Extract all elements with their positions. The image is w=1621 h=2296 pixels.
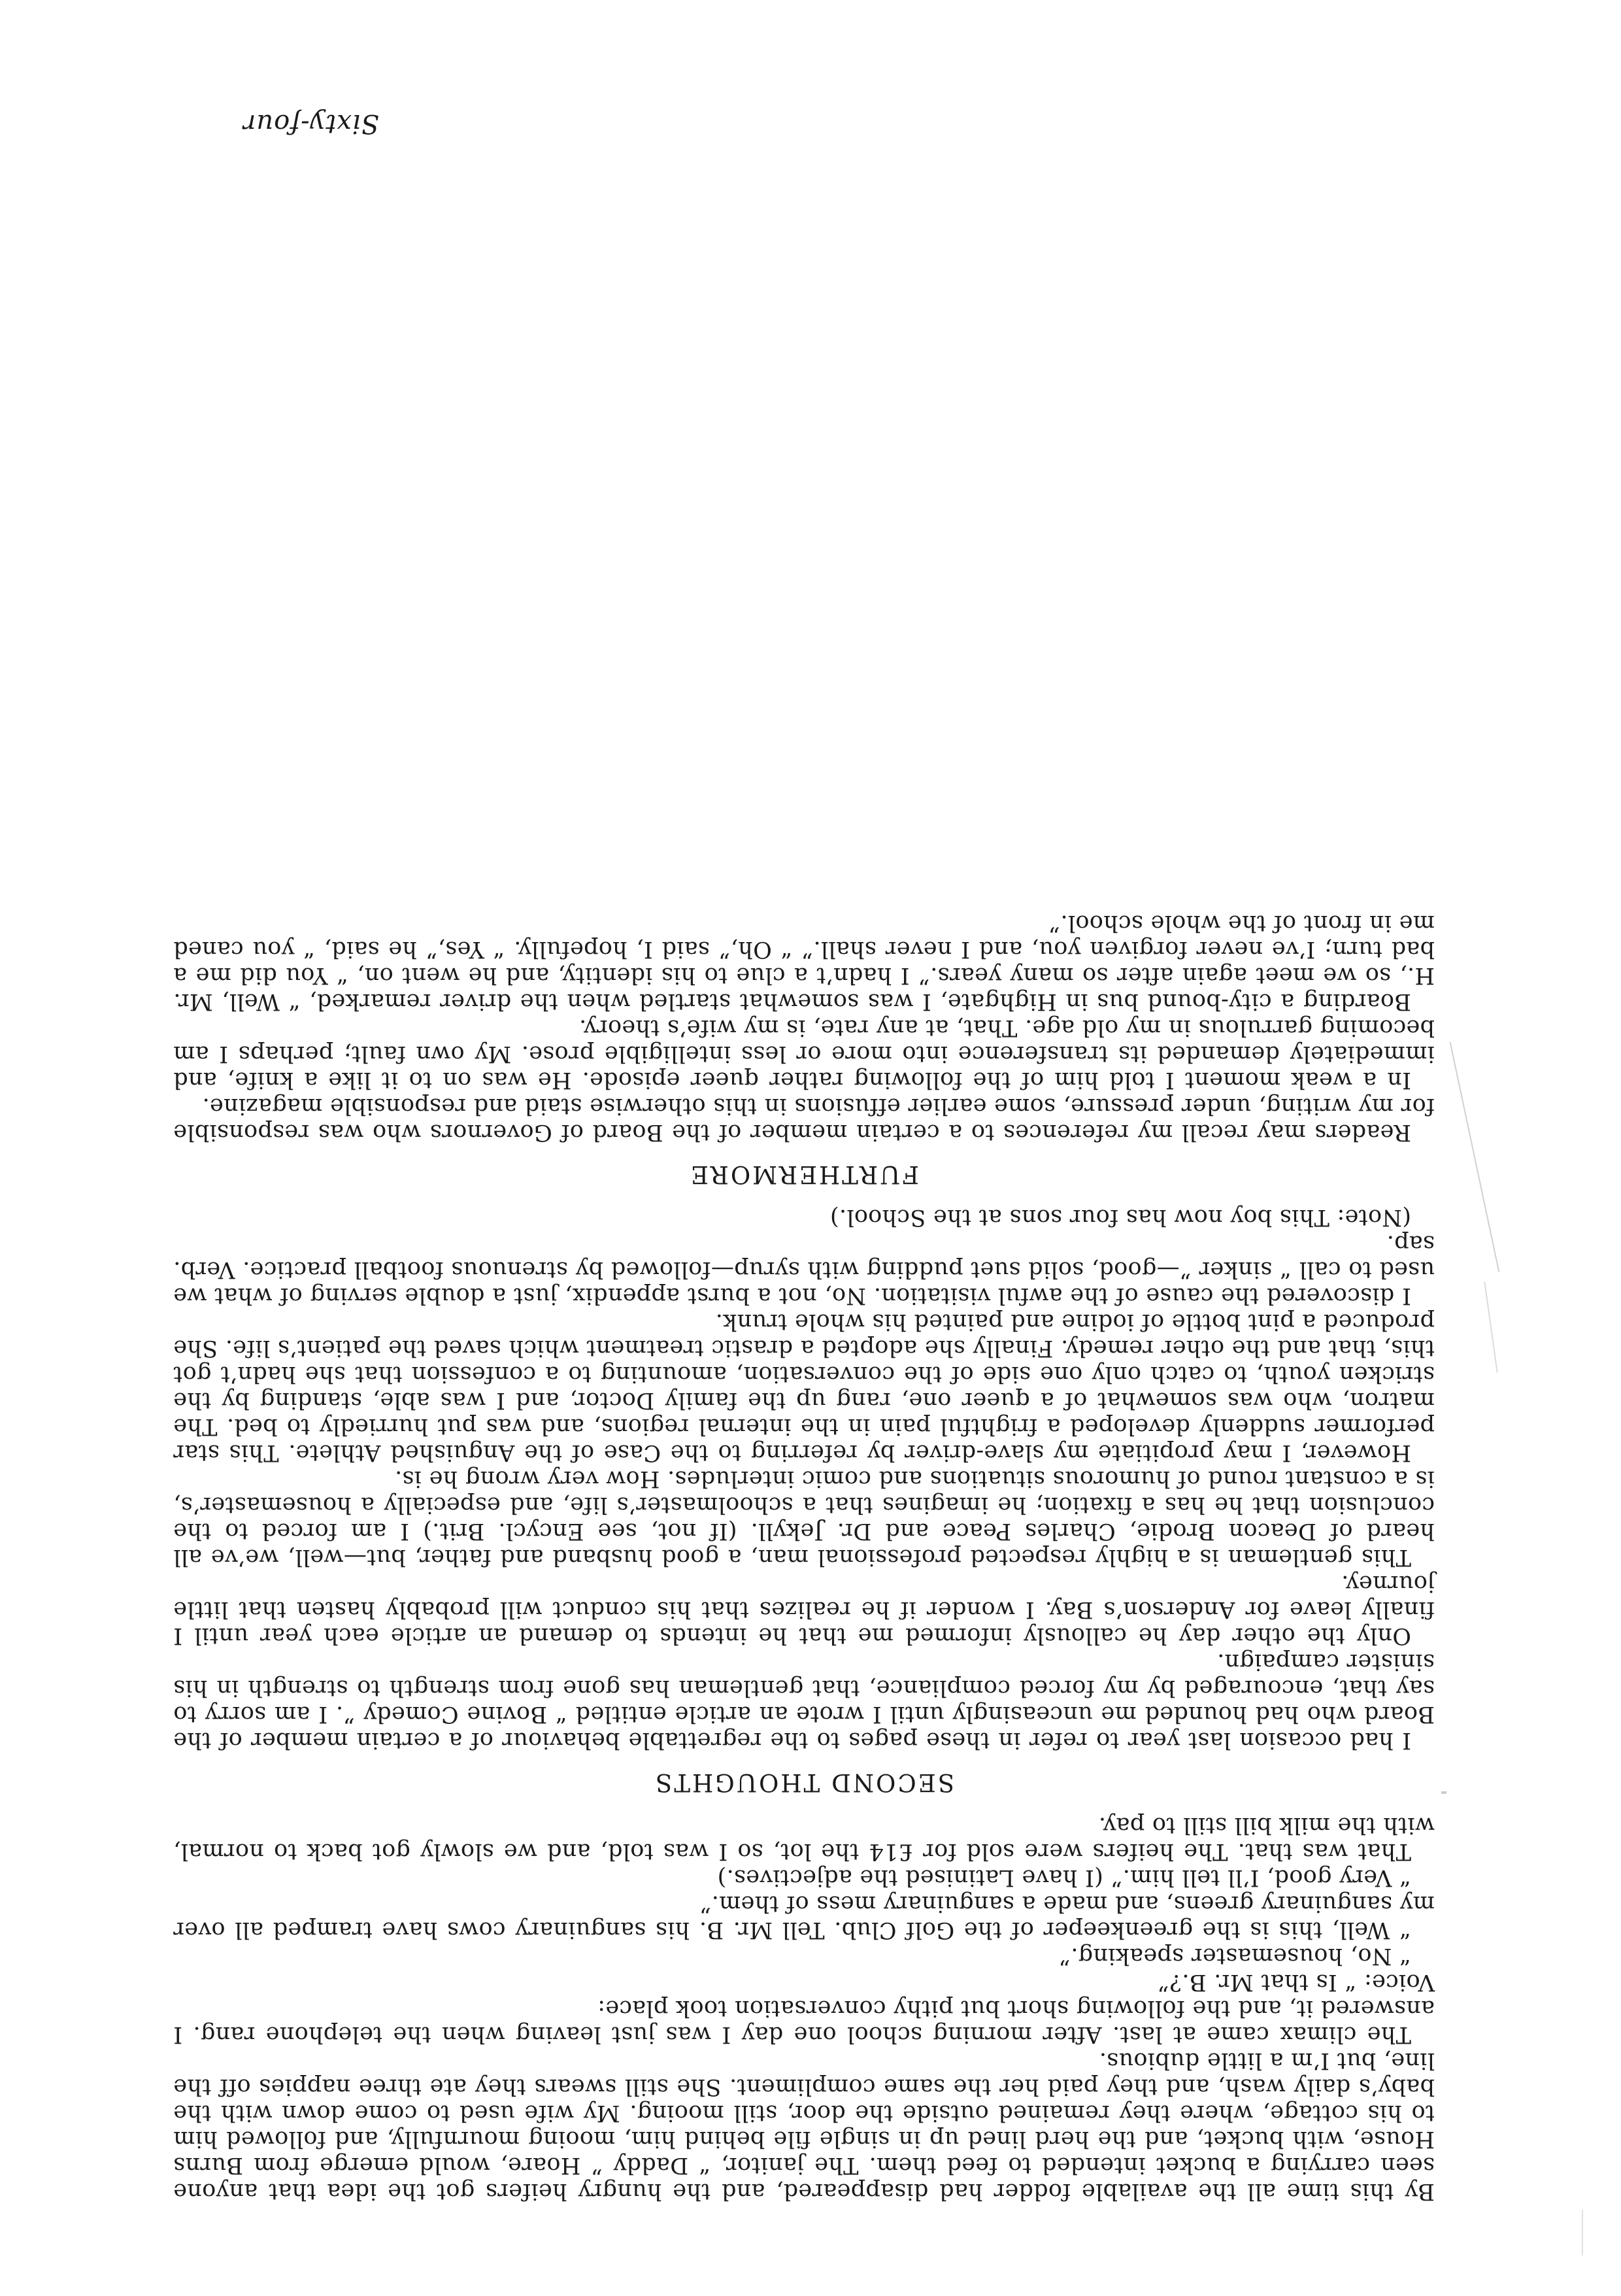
paragraph: In a weak moment I told him of the following rather queer episode. He was on to it like a knife, and immediately demanded its transference into more or less intelligible prose. My own fault; perhaps I am becoming garrulous in my old age. That, at any rate, is my wife’s theory. [173, 1015, 1435, 1093]
paragraph: Voice: “ Is that Mr. B.?” [1157, 1969, 1435, 1995]
paragraph: (Note: This boy now has four sons at the School.) [829, 1204, 1411, 1230]
paragraph: Readers may recall my references to a certain member of the Board of Governors who was responsible for my writing, under pressure, some earlier effusions in this otherwise staid and responsible magazine. [173, 1093, 1435, 1145]
paragraph: “ Well, this is the greenkeeper of the Golf Club. Tell Mr. B. his sanguinary cows have tramped all over my sanguinary greens, and made a sanguinary mess of them.” [173, 1891, 1435, 1943]
paragraph: “ No, housemaster speaking.” [1058, 1943, 1411, 1969]
article-text [173, 910, 1435, 2204]
scan-mark [1441, 1791, 1446, 1794]
paragraph: By this time all the available fodder had disappeared, and the hungry heifers got the idea that anyone seen carrying a bucket intended to feed them. The janitor, “ Daddy ” Hoare, would emerge from Burns House, with bucket, and the herd lined up in single file behind him, mooing mournfully, and followed him to his cottage, where they remained outside the door, still mooing. My wife used to come down with the baby’s daily wash, and they paid her the same compliment. She still swears they ate three nappies off the line, but I’m a little dubious. [173, 2048, 1435, 2204]
page-number: Sixty-four [242, 109, 379, 139]
paragraph: That was that. The heifers were sold for £14 the lot, so I was told, and we slowly got back to normal, with the milk bill still to pay. [173, 1812, 1435, 1865]
paragraph: “ Very good, I’ll tell him.” (I have Latinised the adjectives.) [717, 1865, 1411, 1891]
section-heading-second-thoughts: SECOND THOUGHTS [653, 1768, 955, 1797]
paragraph: However, I may propitiate my slave-driver by referring to the Case of the Anguished Athlete. This star performer suddenly developed a frightful pain in the internal regions, and was put hurriedly to bed. The matron, who was somewhat of a queer one, rang up the family Doctor, and I was able, standing by the stricken youth, to catch only one side of the conversation, amounting to a confession that she hadn’t got this, that and the other remedy. Finally she adopted a drastic treatment which saved the patient’s life. She produced a pint bottle of iodine and painted his whole trunk. [173, 1309, 1435, 1466]
paragraph: I had occasion last year to refer in these pages to the regrettable behaviour of a certain member of the Board who had hounded me unceasingly until I wrote an article entitled “ Bovine Comedy ”. I am sorry to say that, encouraged by my forced compliance, that gentleman has gone from strength to strength in his sinister campaign. [173, 1649, 1435, 1753]
section-heading-furthermore: FURTHERMORE [689, 1160, 919, 1189]
paragraph: Boarding a city-bound bus in Highgate, I was somewhat startled when the driver remarked, “ Well, Mr. H., so we meet again after so many years.” I hadn’t a clue to his identity, and he went on, “ You did me a bad turn; I’ve never forgiven you, and I never shall.” “ Oh,” said I, hopefully. “ Yes,” he said, “ you caned me in front of the whole school.” [173, 910, 1435, 1015]
paragraph: The climax came at last. After morning school one day I was just leaving when the telephone rang. I answered it, and the following short but pithy conversation took place: [173, 1995, 1435, 2048]
paragraph: Only the other day he callously informed me that he intends to demand an article each year until I finally leave for Anderson’s Bay. I wonder if he realizes that his conduct will probably hasten that little journey. [173, 1570, 1435, 1649]
paragraph: I discovered the cause of the awful visitation. No, not a burst appendix, just a double serving of what we used to call “ sinker ”—good, solid suet pudding with syrup—followed by strenuous football practice. Verb. sap. [173, 1230, 1435, 1309]
paragraph: This gentleman is a highly respected professional man, a good husband and father, but—well, we’ve all heard of Deacon Brodie, Charles Peace and Dr. Jekyll. (If not, see Encycl. Brit.) I am forced to the conclusion that he has a fixation; he imagines that a schoolmaster’s life, and especially a housemaster’s, is a constant round of humorous situations and comic interludes. How very wrong he is. [173, 1466, 1435, 1570]
scan-mark [1582, 2210, 1583, 2255]
